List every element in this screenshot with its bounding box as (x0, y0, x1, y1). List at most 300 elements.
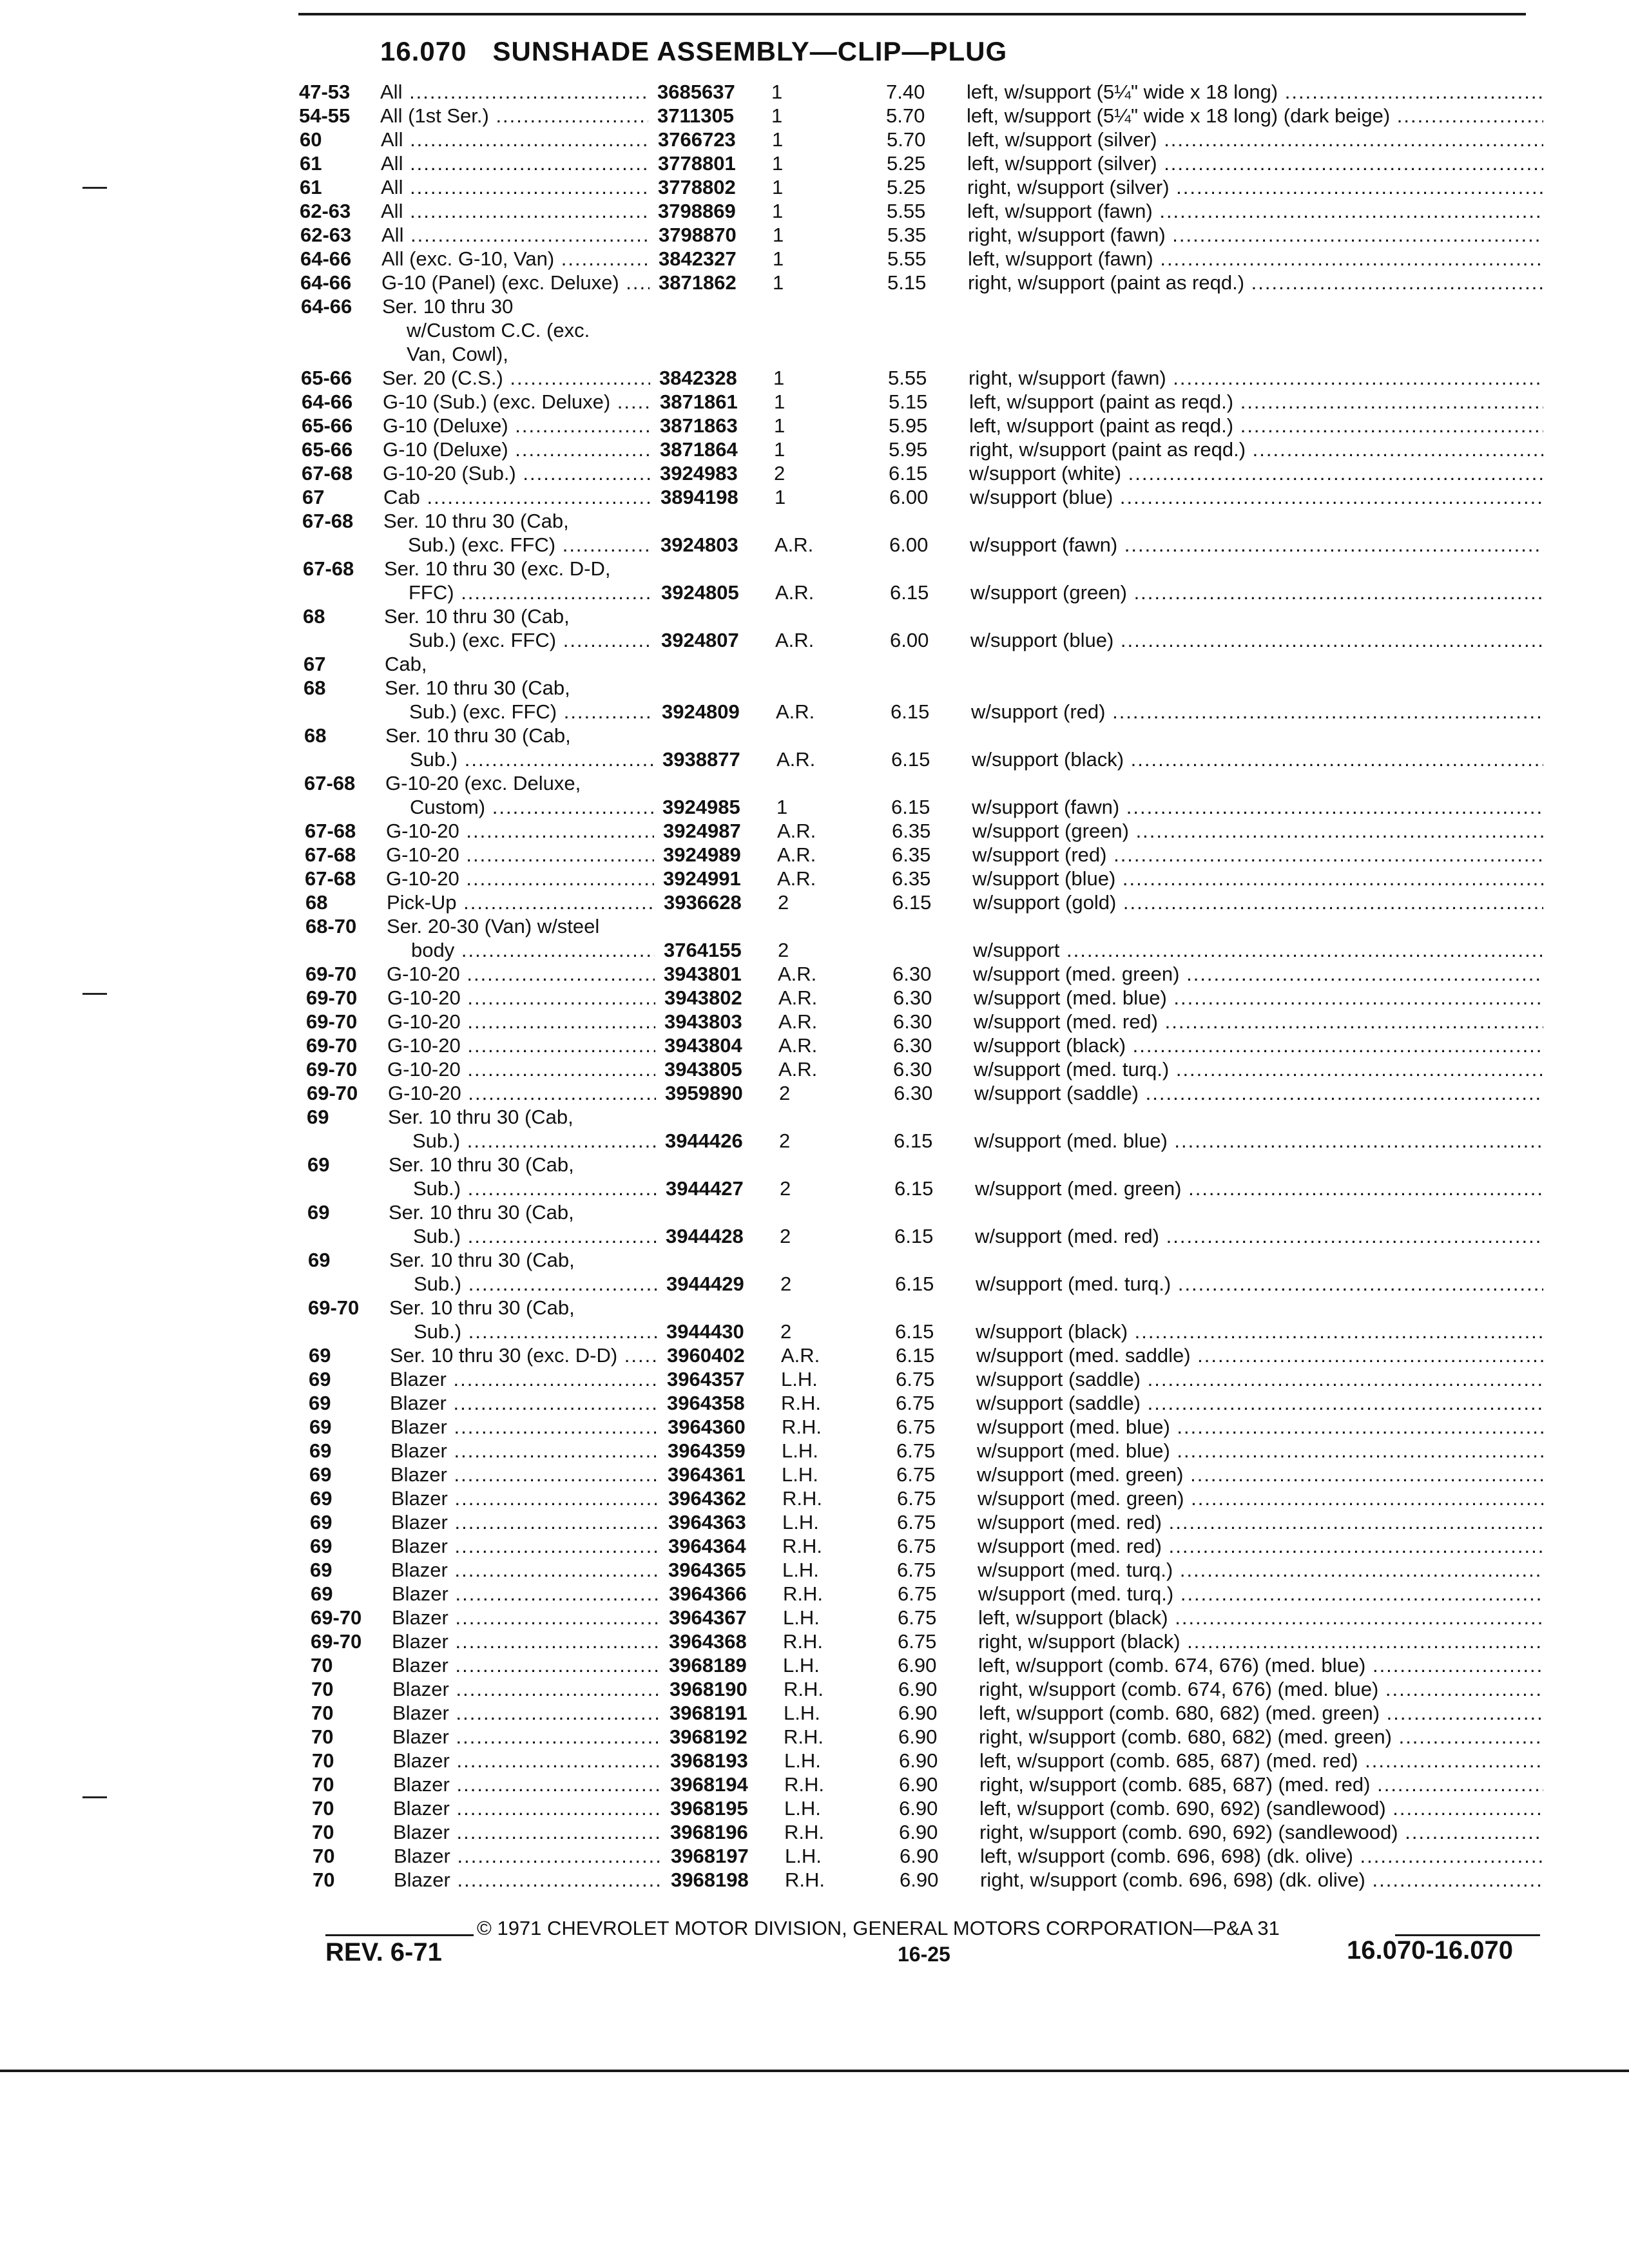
price-cell: 5.55 (888, 367, 927, 389)
model-cell: G-10 (Deluxe) ..... (383, 414, 651, 437)
description-cell: left, w/support (5¼" wide x 18 long) ..... (967, 80, 1543, 104)
description-cell: w/support (saddle) ..... (974, 1081, 1543, 1105)
year-cell: 69 (309, 1368, 331, 1390)
description-cell: w/support (med. red) ..... (978, 1510, 1543, 1534)
price-cell: 6.90 (898, 1678, 938, 1700)
quantity-cell: A.R. (778, 1058, 818, 1081)
table-row (0, 1367, 1629, 1391)
part-number-cell: 3924985 (662, 796, 740, 818)
price-cell: 6.90 (899, 1749, 938, 1772)
table-row (0, 724, 1629, 747)
quantity-cell: A.R. (778, 986, 818, 1009)
model-cell: Blazer ..... (392, 1701, 660, 1725)
description-cell: right, w/support (silver) ..... (967, 175, 1543, 199)
part-number-cell: 3968197 (671, 1845, 749, 1867)
price-cell: 5.55 (887, 247, 927, 270)
price-cell: 6.35 (892, 820, 931, 842)
table-row (0, 700, 1629, 724)
part-number-cell: 3964359 (668, 1439, 746, 1462)
year-cell: 69 (309, 1439, 332, 1462)
model-cell: Ser. 10 thru 30 (Cab, (385, 724, 571, 747)
quantity-cell: 2 (779, 1129, 791, 1152)
table-row (0, 1773, 1629, 1796)
year-cell: 70 (311, 1725, 334, 1748)
year-cell: 54-55 (299, 104, 351, 127)
model-cell: Ser. 10 thru 30 (Cab, (389, 1296, 575, 1319)
description-cell: left, w/support (comb. 680, 682) (med. green) ..... (979, 1701, 1543, 1725)
table-row (0, 1343, 1629, 1367)
table-row (0, 1677, 1629, 1701)
part-number-cell: 3964368 (669, 1630, 747, 1653)
footer-rule-left (325, 1934, 474, 1936)
quantity-cell: R.H. (783, 1630, 823, 1653)
quantity-cell: A.R. (776, 748, 816, 771)
model-cell: Blazer ..... (393, 1820, 661, 1844)
description-cell: w/support (red) ..... (972, 843, 1543, 867)
price-cell: 6.90 (898, 1702, 938, 1724)
price-cell: 6.75 (898, 1630, 937, 1653)
description-cell: w/support (med. blue) ..... (974, 986, 1543, 1010)
quantity-cell: 1 (772, 128, 784, 151)
part-number-cell: 3924809 (662, 700, 740, 723)
table-row (0, 867, 1629, 890)
year-cell: 69-70 (308, 1296, 360, 1319)
table-row (0, 795, 1629, 819)
part-number-cell: 3964363 (668, 1511, 746, 1533)
table-row (0, 1248, 1629, 1272)
year-cell: 68 (304, 677, 326, 699)
year-cell: 69-70 (311, 1630, 362, 1653)
table-row (0, 1105, 1629, 1129)
description-cell: left, w/support (paint as reqd.) ..... (969, 414, 1543, 437)
price-cell: 6.35 (892, 867, 931, 890)
table-row (0, 151, 1629, 175)
price-cell: 6.90 (898, 1654, 937, 1677)
model-cell: Sub.) (exc. FFC) ..... (408, 533, 651, 557)
part-number-cell: 3842327 (659, 247, 737, 270)
description-cell: left, w/support (comb. 685, 687) (med. red) ..... (979, 1749, 1543, 1773)
description-cell: left, w/support (silver) ..... (967, 128, 1543, 151)
part-number-cell: 3964360 (668, 1416, 746, 1438)
quantity-cell: L.H. (785, 1845, 822, 1867)
table-row (0, 890, 1629, 914)
part-number-cell: 3943804 (664, 1034, 742, 1057)
year-cell: 69 (311, 1582, 333, 1605)
model-cell: Blazer ..... (390, 1463, 659, 1486)
description-cell: w/support (saddle) ..... (976, 1367, 1543, 1391)
model-cell: Blazer ..... (393, 1773, 661, 1796)
year-cell: 67-68 (305, 867, 356, 890)
table-row (0, 1796, 1629, 1820)
part-number-cell: 3944428 (666, 1225, 744, 1247)
part-number-cell: 3943805 (664, 1058, 742, 1081)
table-row (0, 1153, 1629, 1177)
quantity-cell: 1 (771, 104, 783, 127)
quantity-cell: 2 (780, 1273, 792, 1295)
model-cell: Blazer ..... (391, 1510, 659, 1534)
model-cell: Cab ..... (383, 485, 651, 509)
model-cell: Blazer ..... (390, 1367, 658, 1391)
table-row (0, 1629, 1629, 1653)
description-cell: w/support (med. red) ..... (974, 1010, 1543, 1033)
description-cell: left, w/support (black) ..... (978, 1606, 1543, 1629)
table-row (0, 1296, 1629, 1320)
model-cell: Sub.) (exc. FFC) ..... (409, 700, 653, 724)
description-cell: right, w/support (paint as reqd.) ..... (969, 437, 1543, 461)
year-cell: 69-70 (311, 1606, 362, 1629)
table-row (0, 771, 1629, 795)
table-row (0, 271, 1629, 294)
price-cell: 6.90 (899, 1821, 938, 1843)
part-number-cell: 3798870 (659, 224, 737, 246)
quantity-cell: 1 (772, 176, 784, 198)
table-row (0, 1653, 1629, 1677)
table-row (0, 485, 1629, 509)
table-row (0, 1486, 1629, 1510)
quantity-cell: A.R. (777, 820, 816, 842)
quantity-cell: R.H. (784, 1821, 824, 1843)
part-number-cell: 3924983 (660, 462, 738, 485)
part-number-cell: 3968192 (670, 1725, 747, 1748)
model-cell: body ..... (411, 938, 655, 962)
part-number-cell: 3964364 (668, 1535, 746, 1557)
table-row (0, 1582, 1629, 1606)
year-cell: 70 (312, 1797, 334, 1820)
model-cell: Ser. 10 thru 30 (Cab, (389, 1201, 574, 1224)
quantity-cell: R.H. (784, 1725, 824, 1748)
quantity-cell: 2 (780, 1320, 792, 1343)
price-cell: 6.15 (889, 462, 928, 485)
quantity-cell: A.R. (775, 629, 815, 651)
model-cell: Sub.) (exc. FFC) ..... (409, 628, 652, 652)
year-cell: 67-68 (302, 462, 353, 485)
part-number-cell: 3871862 (659, 271, 737, 294)
quantity-cell: 2 (780, 1225, 791, 1247)
price-cell: 6.75 (896, 1463, 936, 1486)
year-cell: 62-63 (300, 200, 351, 222)
table-row (0, 1701, 1629, 1725)
description-cell: w/support (black) ..... (974, 1033, 1543, 1057)
table-row (0, 557, 1629, 581)
table-row (0, 1820, 1629, 1844)
price-cell: 5.55 (887, 200, 926, 222)
model-cell: All ..... (381, 128, 649, 151)
bottom-page-rule (0, 2070, 1629, 2072)
quantity-cell: 1 (774, 390, 786, 413)
table-row (0, 628, 1629, 652)
quantity-cell: 1 (772, 152, 784, 175)
price-cell: 6.15 (890, 581, 929, 604)
table-row (0, 652, 1629, 676)
table-row (0, 843, 1629, 867)
model-cell: G-10-20 ..... (386, 819, 654, 843)
description-cell: w/support (blue) ..... (970, 485, 1543, 509)
part-number-cell: 3871863 (660, 414, 738, 437)
table-row (0, 461, 1629, 485)
description-cell: left, w/support (comb. 690, 692) (sandlewood) ..... (979, 1796, 1543, 1820)
description-cell: left, w/support (silver) ..... (967, 151, 1543, 175)
quantity-cell: L.H. (784, 1797, 821, 1820)
part-number-cell: 3924807 (661, 629, 739, 651)
year-cell: 69 (310, 1511, 333, 1533)
part-number-cell: 3711305 (657, 104, 734, 127)
table-row (0, 294, 1629, 318)
part-number-cell: 3968191 (670, 1702, 747, 1724)
table-row (0, 1415, 1629, 1439)
table-row (0, 1510, 1629, 1534)
table-row (0, 1606, 1629, 1629)
part-number-cell: 3943802 (664, 986, 742, 1009)
description-cell: w/support (med. saddle) ..... (976, 1343, 1543, 1367)
price-cell: 5.35 (887, 224, 927, 246)
description-cell: w/support ..... (973, 938, 1543, 962)
year-cell: 69-70 (306, 1034, 358, 1057)
quantity-cell: A.R. (775, 533, 814, 556)
model-cell: Blazer ..... (391, 1534, 659, 1558)
price-cell: 6.75 (896, 1416, 936, 1438)
table-row (0, 223, 1629, 247)
table-row (0, 128, 1629, 151)
model-cell: w/Custom C.C. (exc. (407, 319, 590, 341)
description-cell: w/support (med. green) ..... (973, 962, 1543, 986)
model-cell: Blazer ..... (391, 1486, 659, 1510)
table-row (0, 1844, 1629, 1868)
model-cell: G-10 (Sub.) (exc. Deluxe) ..... (383, 390, 651, 414)
description-cell: right, w/support (fawn) ..... (969, 366, 1543, 390)
table-row (0, 1391, 1629, 1415)
price-cell: 6.15 (894, 1177, 934, 1200)
price-cell: 5.25 (887, 176, 926, 198)
description-cell: left, w/support (comb. 696, 698) (dk. olive) ..... (980, 1844, 1543, 1868)
description-cell: w/support (med. turq.) ..... (976, 1272, 1543, 1296)
price-cell: 6.75 (897, 1559, 936, 1581)
price-cell: 6.15 (895, 1320, 934, 1343)
year-cell: 69-70 (306, 1010, 358, 1033)
price-cell: 6.30 (894, 1082, 933, 1104)
year-cell: 69-70 (307, 1082, 358, 1104)
description-cell: right, w/support (comb. 690, 692) (sandlewood) ..... (979, 1820, 1543, 1844)
price-cell: 6.90 (900, 1869, 939, 1891)
price-cell: 6.00 (889, 486, 929, 508)
quantity-cell: 2 (780, 1177, 791, 1200)
table-row (0, 437, 1629, 461)
model-cell: Blazer ..... (392, 1606, 660, 1629)
description-cell: left, w/support (fawn) ..... (967, 199, 1543, 223)
year-cell: 67-68 (304, 772, 356, 794)
table-row (0, 247, 1629, 271)
year-cell: 70 (311, 1654, 333, 1677)
part-number-cell: 3894198 (660, 486, 738, 508)
table-row (0, 1868, 1629, 1892)
part-number-cell: 3964361 (668, 1463, 746, 1486)
table-row (0, 1177, 1629, 1200)
footer-section-range: 16.070-16.070 (1347, 1936, 1514, 1965)
quantity-cell: A.R. (777, 867, 816, 890)
price-cell: 6.75 (897, 1535, 936, 1557)
part-number-cell: 3685637 (657, 81, 735, 103)
year-cell: 69 (309, 1416, 332, 1438)
part-number-cell: 3924805 (661, 581, 739, 604)
quantity-cell: 1 (775, 486, 786, 508)
quantity-cell: 2 (778, 891, 789, 914)
year-cell: 70 (313, 1845, 335, 1867)
quantity-cell: 1 (776, 796, 788, 818)
part-number-cell: 3964358 (667, 1392, 745, 1414)
part-number-cell: 3944426 (665, 1129, 743, 1152)
quantity-cell: A.R. (778, 1034, 818, 1057)
description-cell: w/support (black) ..... (972, 747, 1543, 771)
quantity-cell: 1 (773, 271, 784, 294)
description-cell: right, w/support (comb. 685, 687) (med. red) ..... (979, 1773, 1543, 1796)
section-number: 16.070 (380, 36, 467, 66)
quantity-cell: L.H. (782, 1511, 819, 1533)
price-cell: 5.25 (887, 152, 926, 175)
footer-revision: REV. 6-71 (325, 1938, 442, 1966)
model-cell: Ser. 10 thru 30 (exc. D-D, (384, 557, 611, 580)
part-number-cell: 3943803 (664, 1010, 742, 1033)
model-cell: Sub.) ..... (414, 1320, 657, 1343)
table-row (0, 914, 1629, 938)
model-cell: G-10-20 ..... (386, 867, 654, 890)
table-row (0, 938, 1629, 962)
model-cell: Blazer ..... (394, 1844, 662, 1868)
year-cell: 61 (300, 176, 322, 198)
description-cell: w/support (med. turq.) ..... (978, 1558, 1543, 1582)
price-cell: 6.30 (893, 986, 932, 1009)
price-cell: 5.70 (887, 128, 926, 151)
model-cell: Pick-Up ..... (387, 890, 655, 914)
year-cell: 62-63 (300, 224, 352, 246)
model-cell: Blazer ..... (393, 1749, 661, 1773)
year-cell: 69 (307, 1106, 329, 1128)
description-cell: w/support (med. green) ..... (977, 1463, 1543, 1486)
description-cell: w/support (fawn) ..... (972, 795, 1543, 819)
part-number-cell: 3968196 (670, 1821, 748, 1843)
price-cell: 6.15 (896, 1344, 935, 1367)
model-cell: Blazer ..... (393, 1796, 661, 1820)
quantity-cell: R.H. (782, 1487, 822, 1510)
year-cell: 70 (312, 1821, 334, 1843)
part-number-cell: 3924803 (660, 533, 738, 556)
model-cell: G-10-20 (exc. Deluxe, (385, 772, 581, 794)
price-cell: 6.75 (896, 1368, 935, 1390)
part-number-cell: 3842328 (659, 367, 737, 389)
price-cell: 5.15 (889, 390, 928, 413)
model-cell: Ser. 10 thru 30 (Cab, (388, 1106, 574, 1128)
part-number-cell: 3871861 (660, 390, 738, 413)
table-row (0, 1439, 1629, 1463)
table-row (0, 390, 1629, 414)
footer-copyright: © 1971 CHEVROLET MOTOR DIVISION, GENERAL MOTORS CORPORATION—P&A 31 (477, 1917, 1280, 1939)
price-cell: 7.40 (886, 81, 925, 103)
model-cell: All ..... (381, 175, 649, 199)
price-cell: 6.30 (893, 1034, 932, 1057)
table-row (0, 414, 1629, 437)
year-cell: 69 (307, 1201, 330, 1224)
part-number-cell: 3968198 (671, 1869, 749, 1891)
year-cell: 67-68 (303, 557, 354, 580)
quantity-cell: L.H. (782, 1559, 819, 1581)
description-cell: right, w/support (comb. 696, 698) (dk. olive) ..... (980, 1868, 1543, 1892)
part-number-cell: 3964365 (668, 1559, 746, 1581)
description-cell: w/support (gold) ..... (973, 890, 1543, 914)
part-number-cell: 3938877 (662, 748, 740, 771)
table-row (0, 1534, 1629, 1558)
description-cell: w/support (red) ..... (971, 700, 1543, 724)
table-row (0, 747, 1629, 771)
quantity-cell: 1 (774, 438, 786, 461)
quantity-cell: L.H. (782, 1463, 818, 1486)
year-cell: 70 (312, 1773, 334, 1796)
part-number-cell: 3924987 (663, 820, 741, 842)
model-cell: Blazer ..... (390, 1391, 658, 1415)
price-cell: 6.15 (891, 700, 930, 723)
quantity-cell: A.R. (781, 1344, 820, 1367)
year-cell: 67-68 (305, 820, 356, 842)
quantity-cell: A.R. (778, 963, 817, 985)
quantity-cell: R.H. (784, 1678, 824, 1700)
price-cell: 6.90 (899, 1797, 938, 1820)
model-cell: Blazer ..... (394, 1868, 662, 1892)
model-cell: All ..... (381, 151, 649, 175)
quantity-cell: L.H. (783, 1654, 820, 1677)
model-cell: Blazer ..... (392, 1653, 660, 1677)
price-cell: 6.15 (891, 796, 930, 818)
description-cell: w/support (med. green) ..... (978, 1486, 1543, 1510)
table-row (0, 1272, 1629, 1296)
year-cell: 65-66 (301, 367, 352, 389)
description-cell: w/support (med. red) ..... (975, 1224, 1543, 1248)
description-cell: w/support (med. green) ..... (975, 1177, 1543, 1200)
year-cell: 68 (304, 724, 327, 747)
quantity-cell: R.H. (782, 1535, 822, 1557)
part-number-cell: 3968194 (670, 1773, 748, 1796)
part-number-cell: 3944427 (666, 1177, 744, 1200)
quantity-cell: L.H. (783, 1606, 820, 1629)
part-number-cell: 3968189 (669, 1654, 747, 1677)
price-cell: 6.75 (896, 1392, 935, 1414)
quantity-cell: 1 (772, 200, 784, 222)
price-cell: 6.90 (899, 1773, 938, 1796)
model-cell: Custom) ..... (410, 795, 653, 819)
part-number-cell: 3778801 (658, 152, 736, 175)
model-cell: Ser. 10 thru 30 (Cab, (385, 677, 570, 699)
description-cell: left, w/support (fawn) ..... (968, 247, 1543, 271)
description-cell: w/support (fawn) ..... (970, 533, 1543, 557)
quantity-cell: 2 (774, 462, 786, 485)
year-cell: 61 (300, 152, 322, 175)
quantity-cell: 2 (778, 939, 789, 961)
year-cell: 68 (303, 605, 325, 628)
year-cell: 70 (311, 1678, 334, 1700)
year-cell: 69-70 (306, 986, 358, 1009)
description-cell: w/support (med. turq.) ..... (974, 1057, 1543, 1081)
year-cell: 68 (305, 891, 328, 914)
model-cell: Blazer ..... (392, 1629, 660, 1653)
year-cell: 67 (302, 486, 325, 508)
quantity-cell: 1 (773, 367, 785, 389)
price-cell: 6.30 (893, 1058, 932, 1081)
part-number-cell: 3964367 (669, 1606, 747, 1629)
price-cell: 5.95 (889, 438, 928, 461)
table-row (0, 581, 1629, 604)
price-cell: 5.15 (887, 271, 927, 294)
description-cell: right, w/support (comb. 680, 682) (med. green) ..... (979, 1725, 1543, 1749)
model-cell: Blazer ..... (392, 1677, 660, 1701)
part-number-cell: 3964362 (668, 1487, 746, 1510)
description-cell: w/support (med. turq.) ..... (978, 1582, 1543, 1606)
price-cell: 6.90 (900, 1845, 939, 1867)
